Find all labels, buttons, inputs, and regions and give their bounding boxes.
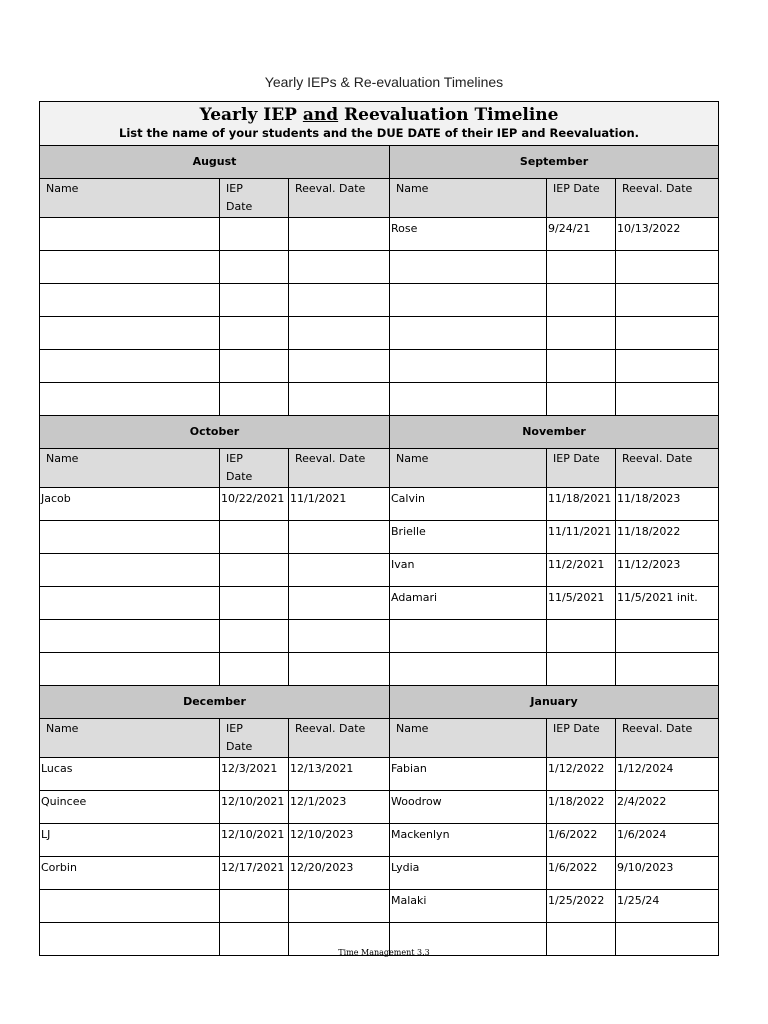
iep-date-cell[interactable]	[547, 653, 616, 686]
col-header-iep-date: IEP Date	[547, 179, 616, 218]
iep-date-cell[interactable]	[220, 890, 289, 923]
student-name-cell[interactable]	[40, 521, 220, 554]
iep-date-cell[interactable]	[547, 284, 616, 317]
student-name-cell[interactable]	[390, 317, 547, 350]
student-name-cell[interactable]: Mackenlyn	[390, 824, 547, 857]
student-name-cell[interactable]: Fabian	[390, 758, 547, 791]
reeval-date-cell[interactable]	[289, 653, 390, 686]
iep-date-cell[interactable]: 1/25/2022	[547, 890, 616, 923]
student-name-cell[interactable]: Malaki	[390, 890, 547, 923]
student-name-cell[interactable]	[40, 251, 220, 284]
reeval-date-cell[interactable]: 12/13/2021	[289, 758, 390, 791]
iep-date-cell[interactable]	[547, 350, 616, 383]
reeval-date-cell[interactable]: 12/1/2023	[289, 791, 390, 824]
student-name-cell[interactable]: Calvin	[390, 488, 547, 521]
iep-date-cell[interactable]: 12/17/2021	[220, 857, 289, 890]
student-name-cell[interactable]	[390, 620, 547, 653]
reeval-date-cell[interactable]	[616, 620, 719, 653]
table-subtitle: List the name of your students and the DUE DATE of their IEP and Reevaluation.	[119, 126, 640, 140]
iep-date-cell[interactable]	[220, 251, 289, 284]
reeval-date-cell[interactable]: 11/1/2021	[289, 488, 390, 521]
table-title: Yearly IEP and Reevaluation Timeline	[199, 105, 559, 125]
iep-date-cell[interactable]: 11/2/2021	[547, 554, 616, 587]
reeval-date-cell[interactable]	[616, 284, 719, 317]
student-name-cell[interactable]: Lucas	[40, 758, 220, 791]
reeval-date-cell[interactable]: 11/18/2023	[616, 488, 719, 521]
col-header-iep-date: IEP Date	[220, 449, 289, 488]
col-header-iep-date: IEP Date	[220, 179, 289, 218]
student-name-cell[interactable]: Corbin	[40, 857, 220, 890]
iep-date-cell[interactable]	[220, 350, 289, 383]
reeval-date-cell[interactable]: 9/10/2023	[616, 857, 719, 890]
student-name-cell[interactable]	[40, 890, 220, 923]
iep-date-cell[interactable]: 1/12/2022	[547, 758, 616, 791]
student-name-cell[interactable]	[40, 218, 220, 251]
student-name-cell[interactable]: LJ	[40, 824, 220, 857]
student-name-cell[interactable]: Woodrow	[390, 791, 547, 824]
col-header-reeval-date: Reeval. Date	[616, 449, 719, 488]
timeline-table	[39, 101, 719, 956]
iep-date-cell[interactable]	[547, 383, 616, 416]
iep-date-cell[interactable]: 12/10/2021	[220, 824, 289, 857]
student-name-cell[interactable]	[40, 554, 220, 587]
reeval-date-cell[interactable]: 2/4/2022	[616, 791, 719, 824]
col-header-reeval-date: Reeval. Date	[289, 449, 390, 488]
student-name-cell[interactable]	[390, 284, 547, 317]
iep-date-cell[interactable]: 1/6/2022	[547, 857, 616, 890]
iep-date-cell[interactable]: 1/6/2022	[547, 824, 616, 857]
iep-date-cell[interactable]	[220, 554, 289, 587]
reeval-date-cell[interactable]: 1/12/2024	[616, 758, 719, 791]
student-name-cell[interactable]: Brielle	[390, 521, 547, 554]
iep-date-cell[interactable]	[547, 251, 616, 284]
iep-date-cell[interactable]: 11/11/2021	[547, 521, 616, 554]
iep-date-cell[interactable]	[547, 620, 616, 653]
reeval-date-cell[interactable]	[289, 350, 390, 383]
reeval-date-cell[interactable]	[289, 251, 390, 284]
iep-date-cell[interactable]	[220, 587, 289, 620]
reeval-date-cell[interactable]	[289, 554, 390, 587]
reeval-date-cell[interactable]: 11/12/2023	[616, 554, 719, 587]
month-heading-september: September	[390, 146, 719, 179]
month-heading-august: August	[40, 146, 390, 179]
reeval-date-cell[interactable]: 1/25/24	[616, 890, 719, 923]
iep-date-cell[interactable]	[220, 284, 289, 317]
iep-date-cell[interactable]: 11/5/2021	[547, 587, 616, 620]
month-heading-december: December	[40, 686, 390, 719]
reeval-date-cell[interactable]	[289, 521, 390, 554]
reeval-date-cell[interactable]: 12/20/2023	[289, 857, 390, 890]
iep-date-cell[interactable]	[220, 653, 289, 686]
iep-date-cell[interactable]: 9/24/21	[547, 218, 616, 251]
reeval-date-cell[interactable]	[616, 383, 719, 416]
student-name-cell[interactable]: Rose	[390, 218, 547, 251]
reeval-date-cell[interactable]	[616, 350, 719, 383]
reeval-date-cell[interactable]	[289, 620, 390, 653]
month-heading-november: November	[390, 416, 719, 449]
student-name-cell[interactable]: Lydia	[390, 857, 547, 890]
col-header-name: Name	[40, 449, 220, 488]
student-name-cell[interactable]	[40, 587, 220, 620]
page-header: Yearly IEPs & Re-evaluation Timelines	[264, 74, 504, 90]
col-header-reeval-date: Reeval. Date	[289, 179, 390, 218]
student-name-cell[interactable]	[390, 653, 547, 686]
title-block	[40, 102, 719, 146]
iep-date-cell[interactable]	[220, 383, 289, 416]
student-name-cell[interactable]	[40, 620, 220, 653]
reeval-date-cell[interactable]	[616, 317, 719, 350]
student-name-cell[interactable]: Adamari	[390, 587, 547, 620]
reeval-date-cell[interactable]	[289, 587, 390, 620]
iep-date-cell[interactable]	[220, 521, 289, 554]
iep-date-cell[interactable]: 10/22/2021	[220, 488, 289, 521]
reeval-date-cell[interactable]: 1/6/2024	[616, 824, 719, 857]
reeval-date-cell[interactable]: 12/10/2023	[289, 824, 390, 857]
col-header-name: Name	[390, 179, 547, 218]
iep-date-cell[interactable]: 12/3/2021	[220, 758, 289, 791]
reeval-date-cell[interactable]: 10/13/2022	[616, 218, 719, 251]
iep-date-cell[interactable]: 12/10/2021	[220, 791, 289, 824]
footer: Time Management 3.3	[338, 948, 430, 957]
iep-date-cell[interactable]	[220, 317, 289, 350]
reeval-date-cell[interactable]	[616, 251, 719, 284]
month-heading-january: January	[390, 686, 719, 719]
student-name-cell[interactable]	[390, 251, 547, 284]
month-heading-october: October	[40, 416, 390, 449]
col-header-name: Name	[40, 719, 220, 758]
col-header-reeval-date: Reeval. Date	[616, 179, 719, 218]
student-name-cell[interactable]	[390, 350, 547, 383]
iep-date-cell[interactable]	[547, 317, 616, 350]
reeval-date-cell[interactable]	[289, 890, 390, 923]
reeval-date-cell[interactable]: 11/5/2021 init.	[616, 587, 719, 620]
reeval-date-cell[interactable]	[289, 218, 390, 251]
student-name-cell[interactable]	[390, 383, 547, 416]
reeval-date-cell[interactable]	[616, 653, 719, 686]
col-header-iep-date: IEP Date	[547, 449, 616, 488]
student-name-cell[interactable]	[40, 350, 220, 383]
student-name-cell[interactable]	[40, 317, 220, 350]
col-header-name: Name	[390, 719, 547, 758]
reeval-date-cell[interactable]	[289, 383, 390, 416]
iep-date-cell[interactable]: 1/18/2022	[547, 791, 616, 824]
student-name-cell[interactable]: Ivan	[390, 554, 547, 587]
student-name-cell[interactable]	[40, 383, 220, 416]
student-name-cell[interactable]	[40, 284, 220, 317]
iep-date-cell[interactable]: 11/18/2021	[547, 488, 616, 521]
col-header-iep-date: IEP Date	[547, 719, 616, 758]
col-header-name: Name	[40, 179, 220, 218]
iep-date-cell[interactable]	[220, 620, 289, 653]
reeval-date-cell[interactable]	[289, 284, 390, 317]
student-name-cell[interactable]	[40, 653, 220, 686]
reeval-date-cell[interactable]: 11/18/2022	[616, 521, 719, 554]
student-name-cell[interactable]: Jacob	[40, 488, 220, 521]
student-name-cell[interactable]: Quincee	[40, 791, 220, 824]
iep-date-cell[interactable]	[220, 218, 289, 251]
col-header-reeval-date: Reeval. Date	[616, 719, 719, 758]
reeval-date-cell[interactable]	[289, 317, 390, 350]
col-header-iep-date: IEP Date	[220, 719, 289, 758]
col-header-name: Name	[390, 449, 547, 488]
col-header-reeval-date: Reeval. Date	[289, 719, 390, 758]
